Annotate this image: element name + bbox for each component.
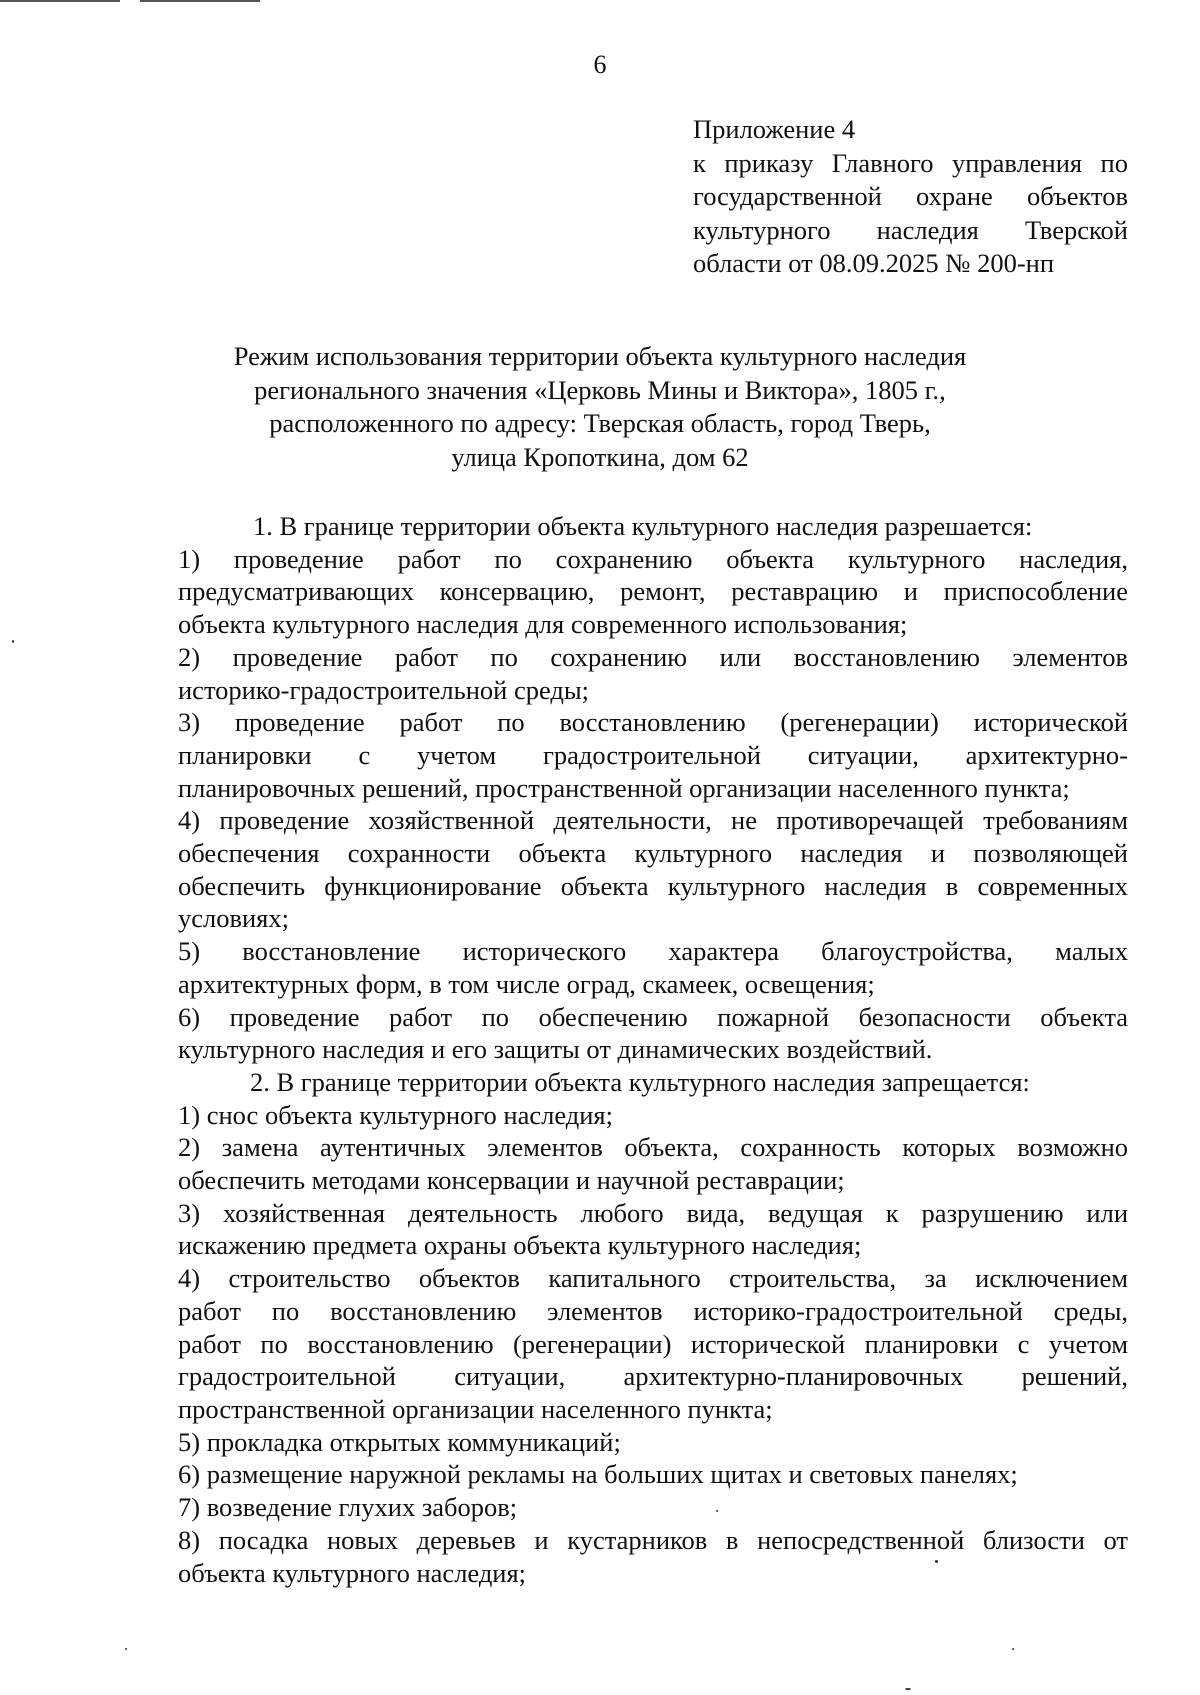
appendix-title: Приложение 4	[693, 114, 856, 144]
body-line: 7) возведение глухих заборов;	[178, 1492, 518, 1523]
document-body	[178, 510, 1128, 1589]
body-line: 3) хозяйственная деятельность любого вида, ведущая к разрушению или	[178, 1197, 1128, 1228]
body-line: объекта культурного наследия;	[178, 1557, 527, 1588]
appendix-line: культурного наследия Тверской	[693, 214, 1128, 245]
body-line: 6) проведение работ по обеспечению пожарной безопасности объекта	[178, 1001, 1128, 1032]
body-line: 8) посадка новых деревьев и кустарников в непосредственной близости от	[178, 1524, 1128, 1555]
body-line: 2) проведение работ по сохранению или восстановлению элементов	[178, 641, 1128, 672]
body-line: 1) проведение работ по сохранению объекта культурного наследия,	[178, 543, 1128, 574]
title-line: регионального значения «Церковь Мины и Виктора», 1805 г.,	[254, 374, 946, 405]
body-line: пространственной организации населенного пункта;	[178, 1393, 773, 1424]
appendix-line: государственной охране объектов	[693, 181, 1128, 211]
body-line: культурного наследия и его защиты от динамических воздействий.	[178, 1034, 933, 1065]
scan-speck	[1012, 1648, 1014, 1650]
scan-speck	[905, 1688, 911, 1690]
body-line: 4) проведение хозяйственной деятельности, не противоречащей требованиям	[178, 805, 1128, 836]
section-heading: 1. В границе территории объекта культурного наследия разрешается:	[253, 511, 1033, 541]
body-line: 3) проведение работ по восстановлению (регенерации) исторической	[178, 707, 1128, 738]
scan-speck	[935, 1560, 938, 1563]
body-line: 6) размещение наружной рекламы на больших щитах и световых панелях;	[178, 1459, 1018, 1490]
body-line: 2) замена аутентичных элементов объекта, сохранность которых возможно	[178, 1132, 1128, 1163]
appendix-line: области от 08.09.2025 № 200-нп	[693, 248, 1055, 278]
document-title	[160, 340, 1040, 474]
body-line: 5) прокладка открытых коммуникаций;	[178, 1426, 621, 1457]
body-line: 1) снос объекта культурного наследия;	[178, 1099, 613, 1130]
scan-speck	[716, 1510, 718, 1512]
body-line: 4) строительство объектов капитального строительства, за исключением	[178, 1263, 1128, 1294]
title-line: расположенного по адресу: Тверская область, город Тверь,	[269, 408, 931, 438]
page-number: 6	[593, 50, 607, 79]
body-line: искажению предмета охраны объекта культурного наследия;	[178, 1230, 862, 1261]
body-line: историко-градостроительной среды;	[178, 674, 590, 705]
section-heading: 2. В границе территории объекта культурного наследия запрещается:	[250, 1066, 1030, 1097]
body-line: обеспечить методами консервации и научной реставрации;	[178, 1165, 845, 1196]
body-line: планировки с учетом градостроительной ситуации, архитектурно-	[178, 739, 1128, 770]
body-line: градостроительной ситуации, архитектурно-планировочных решений,	[178, 1361, 1128, 1392]
body-line: условиях;	[178, 903, 289, 934]
body-line: планировочных решений, пространственной организации населенного пункта;	[178, 772, 1070, 803]
body-line: обеспечить функционирование объекта культурного наследия в современных	[178, 870, 1128, 901]
title-line: улица Кропоткина, дом 62	[451, 441, 749, 472]
appendix-line: к приказу Главного управления по	[693, 147, 1128, 178]
scan-speck	[12, 640, 14, 643]
title-line: Режим использования территории объекта культурного наследия	[233, 341, 967, 371]
body-line: обеспечения сохранности объекта культурного наследия и позволяющей	[178, 838, 1128, 869]
body-line: работ по восстановлению элементов историко-градостроительной среды,	[178, 1295, 1128, 1326]
scan-edge-mark	[0, 0, 120, 2]
body-line: архитектурных форм, в том числе оград, скамеек, освещения;	[178, 968, 875, 999]
scan-edge-mark	[140, 0, 260, 2]
body-line: 5) восстановление исторического характера благоустройства, малых	[178, 936, 1128, 967]
body-line: работ по восстановлению (регенерации) исторической планировки с учетом	[178, 1328, 1128, 1359]
body-line: объекта культурного наследия для современного использования;	[178, 609, 908, 640]
body-line: предусматривающих консервацию, ремонт, реставрацию и приспособление	[178, 576, 1128, 607]
appendix-header	[693, 113, 1128, 281]
scan-speck	[125, 1648, 127, 1650]
